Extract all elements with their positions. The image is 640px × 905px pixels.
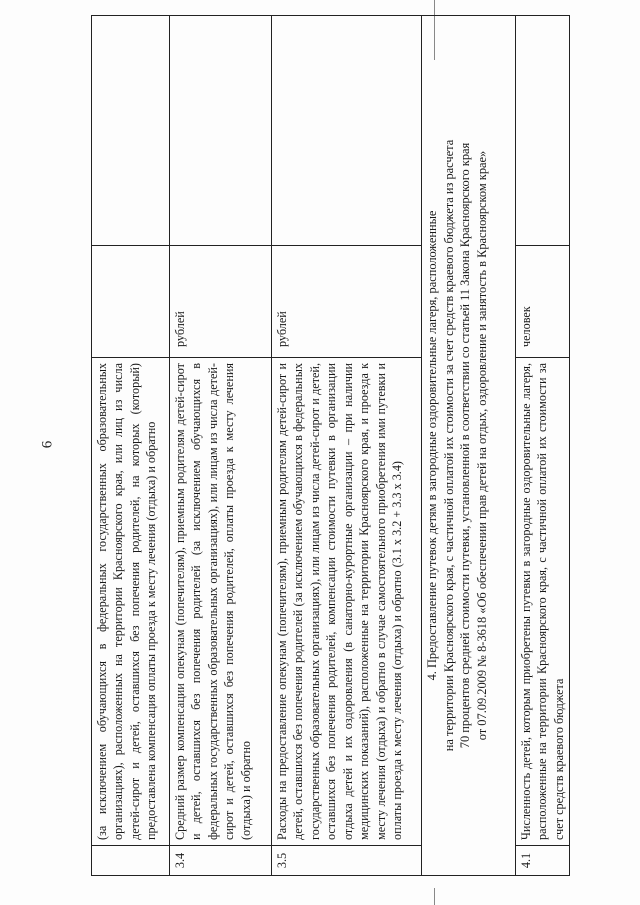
table-row-continuation <box>92 16 170 876</box>
section-heading-line: на территории Красноярского края, с частичной оплатой их стоимости за счет средств краевого бюджета из расчета <box>441 139 456 752</box>
row-description-cell: Средний размер компенсации опекунам (попечителям), приемным родителям детей-сирот и детей, оставшихся без попечения родителей (за исключением обучающихся в федеральных государственных образовательных организациях), или лицам из числа детей-сирот и детей, оставшихся без попечения родителей, оплаты проезда к месту лечения (отдыха) и обратно <box>170 358 272 846</box>
table-row-3-5 <box>272 16 422 876</box>
row-unit-cell: рублей <box>170 246 272 358</box>
section-heading-line: 70 процентов средней стоимости путевки, установленной в соответствии со статьей 11 Закона Красноярского края <box>458 142 473 749</box>
row-value-cell <box>272 16 422 246</box>
row-description-cell: Расходы на предоставление опекунам (попечителям), приемным родителям детей-сирот и детей, оставшихся без попечения родителей (за исключением обучающихся в федеральных государственных образовательных организациях), или лицам из числа детей-сирот и детей, оставшихся без попечения родителей, компенсации стоимости путевки в организации отдыха детей и их оздоровления (в санаторно-курортные организации – при наличии медицинских показаний), расположенные на территории Красноярского края, и проезда к месту лечения (отдыха) и обратно в случае самостоятельного приобретения ими путевки и оплаты проезда к месту лечения (отдыха) и обратно (3.1 х 3.2 + 3.3 х 3.4) <box>272 358 422 846</box>
page-number: 6 <box>39 440 56 449</box>
row-number-cell: 4.1 <box>516 846 570 876</box>
section-heading-line: от 07.09.2009 № 8-3618 «Об обеспечении прав детей на отдых, оздоровление и занятость в Красноярском крае» <box>475 150 490 741</box>
row-description-cell: (за исключением обучающихся в федеральных государственных образовательных организациях), расположенных на территории Красноярского края, или лиц из числа детей-сирот и детей, оставшихся без попечения родителей, на которых (который) предоставлена компенсация оплаты проезда к месту лечения (отдыха) и обратно <box>92 358 170 846</box>
row-value-cell <box>170 16 272 246</box>
row-value-cell <box>516 16 570 246</box>
row-number-cell <box>92 846 170 876</box>
section-heading <box>422 16 516 876</box>
row-unit-cell: человек <box>516 246 570 358</box>
table-section-4-header <box>422 16 516 876</box>
row-description-cell: Численность детей, которым приобретены путевки в загородные оздоровительные лагеря, расположенные на территории Красноярского края, с частичной оплатой их стоимости за счет средств краевого бюджета <box>516 358 570 846</box>
row-number-cell: 3.4 <box>170 846 272 876</box>
row-unit-cell <box>92 246 170 358</box>
row-value-cell <box>92 16 170 246</box>
row-unit-cell: рублей <box>272 246 422 358</box>
table-row-4-1 <box>516 16 570 876</box>
table-row-3-4 <box>170 16 272 876</box>
section-heading-line: 4. Предоставление путевок детям в загородные оздоровительные лагеря, расположенные <box>425 210 439 681</box>
rotated-table-container <box>91 16 581 876</box>
row-number-cell: 3.5 <box>272 846 422 876</box>
margin-mark-bottom <box>434 888 435 905</box>
indicators-table <box>91 15 570 876</box>
